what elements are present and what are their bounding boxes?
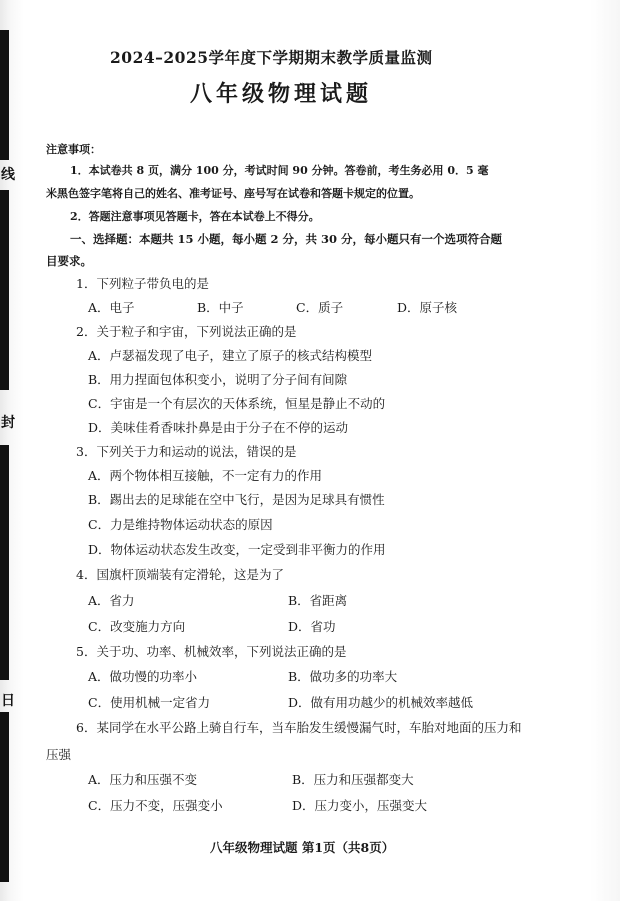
question-4-stem: 4．国旗杆顶端装有定滑轮，这是为了 xyxy=(76,567,284,582)
question-6-option-d: D．压力变小，压强变大 xyxy=(292,798,428,813)
question-3-option-c: C．力是维持物体运动状态的原因 xyxy=(88,517,273,532)
question-5-stem: 5．关于功、功率、机械效率，下列说法正确的是 xyxy=(76,644,347,659)
section-1-heading: 一、选择题：本题共 15 小题，每小题 2 分，共 30 分，每小题只有一个选项符合题 xyxy=(70,232,503,246)
question-2-stem: 2．关于粒子和宇宙，下列说法正确的是 xyxy=(76,324,297,339)
question-6-stem-cont: 压强 xyxy=(46,747,72,762)
question-5-option-c: C．使用机械一定省力 xyxy=(88,695,211,710)
binding-bar xyxy=(0,445,9,680)
question-5-option-a: A．做功慢的功率小 xyxy=(88,669,198,684)
question-4-option-c: C．改变施力方向 xyxy=(88,619,186,634)
question-4-option-a: A．省力 xyxy=(88,593,135,608)
binding-label-ri: 日 xyxy=(1,693,15,709)
question-6-option-b: B．压力和压强都变大 xyxy=(292,772,414,787)
question-2-option-a: A．卢瑟福发现了电子，建立了原子的核式结构模型 xyxy=(88,348,373,363)
question-3-stem: 3．下列关于力和运动的说法，错误的是 xyxy=(76,444,297,459)
question-1-option-c: C．质子 xyxy=(296,300,344,315)
question-2-option-d: D．美味佳肴香味扑鼻是由于分子在不停的运动 xyxy=(88,420,349,435)
binding-label-xian: 线 xyxy=(1,167,15,183)
section-1-heading-cont: 目要求。 xyxy=(46,254,92,268)
binding-bar xyxy=(0,190,9,390)
question-1-option-d: D．原子核 xyxy=(397,300,458,315)
binding-bar xyxy=(0,712,9,882)
question-3-option-d: D．物体运动状态发生改变，一定受到非平衡力的作用 xyxy=(88,542,386,557)
question-4-option-b: B．省距离 xyxy=(288,593,348,608)
question-5-option-b: B．做功多的功率大 xyxy=(288,669,398,684)
notice-item-1-line-1: 1．本试卷共 8 页，满分 100 分，考试时间 90 分钟。答卷前，考生务必用 0．5 毫 xyxy=(70,164,489,177)
question-1-option-a: A．电子 xyxy=(88,300,135,315)
question-3-option-b: B．踢出去的足球能在空中飞行，是因为足球具有惯性 xyxy=(88,492,385,507)
notice-heading: 注意事项： xyxy=(46,143,101,156)
binding-bar xyxy=(0,30,9,160)
question-6-stem: 6．某同学在水平公路上骑自行车，当车胎发生缓慢漏气时，车胎对地面的压力和 xyxy=(76,720,522,735)
notice-item-2: 2．答题注意事项见答题卡，答在本试卷上不得分。 xyxy=(70,210,320,223)
exam-title: 八年级物理试题 xyxy=(190,81,373,107)
question-1-stem: 1．下列粒子带负电的是 xyxy=(76,276,209,291)
question-1-option-b: B．中子 xyxy=(197,300,244,315)
question-2-option-c: C．宇宙是一个有层次的天体系统，恒星是静止不动的 xyxy=(88,396,386,411)
page-footer: 八年级物理试题 第1页（共8页） xyxy=(210,840,395,855)
question-2-option-b: B．用力捏面包体积变小，说明了分子间有间隙 xyxy=(88,372,348,387)
question-5-option-d: D．做有用功越少的机械效率越低 xyxy=(288,695,474,710)
notice-item-1-line-2: 米黑色签字笔将自己的姓名、准考证号、座号写在试卷和答题卡规定的位置。 xyxy=(46,187,420,200)
question-3-option-a: A．两个物体相互接触，不一定有力的作用 xyxy=(88,468,323,483)
binding-strip xyxy=(0,0,15,901)
question-6-option-a: A．压力和压强不变 xyxy=(88,772,198,787)
binding-label-feng: 封 xyxy=(1,415,15,431)
exam-subtitle: 2024–2025学年度下学期期末教学质量监测 xyxy=(110,48,433,67)
question-4-option-d: D．省功 xyxy=(288,619,336,634)
question-6-option-c: C．压力不变，压强变小 xyxy=(88,798,223,813)
